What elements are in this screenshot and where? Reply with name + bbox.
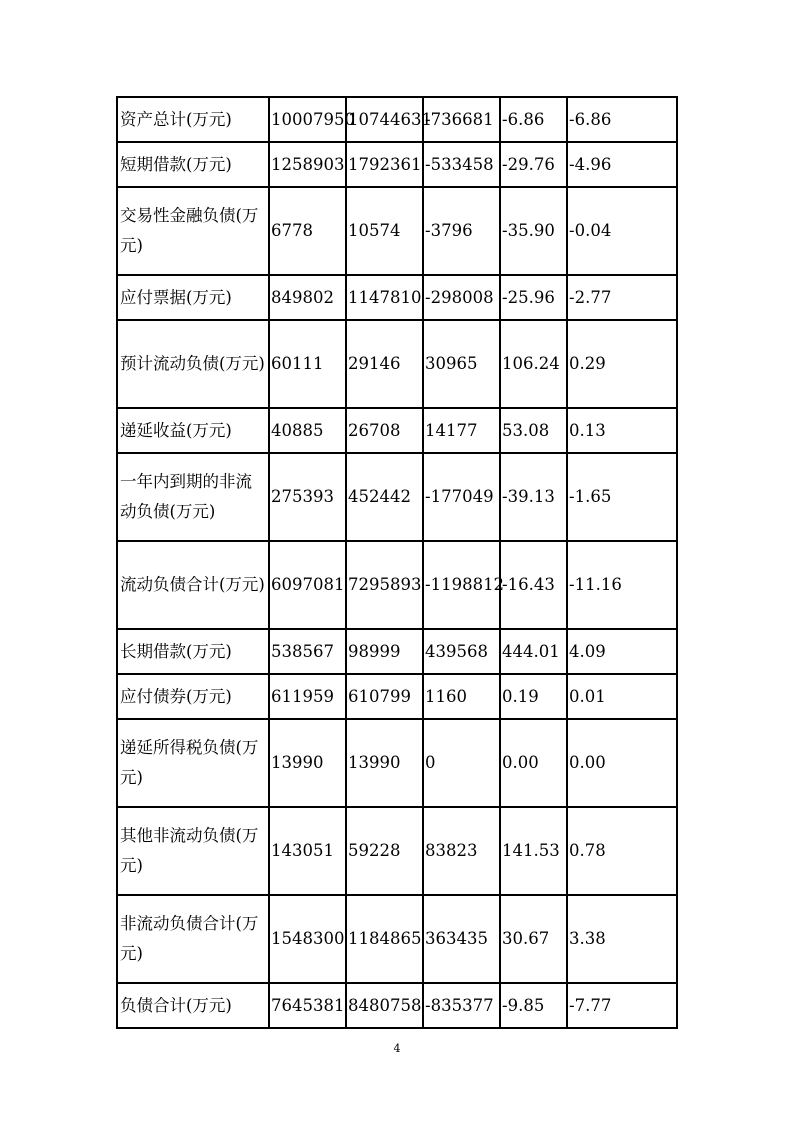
table-cell: 6097081: [269, 541, 346, 629]
table-row: [117, 187, 677, 275]
table-cell: -29.76: [500, 142, 567, 187]
table-cell: 538567: [269, 629, 346, 674]
row-label: 流动负债合计(万元): [117, 541, 269, 629]
table-cell: -11.16: [567, 541, 677, 629]
row-label: 负债合计(万元): [117, 983, 269, 1028]
table-cell: -35.90: [500, 187, 567, 275]
table-cell: 143051: [269, 807, 346, 895]
table-cell: -25.96: [500, 275, 567, 320]
table-cell: -0.04: [567, 187, 677, 275]
row-label: 短期借款(万元): [117, 142, 269, 187]
table-cell: 1258903: [269, 142, 346, 187]
table-cell: -6.86: [567, 97, 677, 142]
table-cell: 106.24: [500, 320, 567, 408]
table-cell: -177049: [423, 453, 500, 541]
table-cell: 1548300: [269, 895, 346, 983]
table-cell: 1160: [423, 674, 500, 719]
row-label: 资产总计(万元): [117, 97, 269, 142]
table-cell: -736681: [423, 97, 500, 142]
table-cell: -533458: [423, 142, 500, 187]
table-cell: -298008: [423, 275, 500, 320]
table-cell: 13990: [346, 719, 423, 807]
table-cell: 141.53: [500, 807, 567, 895]
table-cell: 13990: [269, 719, 346, 807]
row-label: 预计流动负债(万元): [117, 320, 269, 408]
table-cell: 29146: [346, 320, 423, 408]
table-cell: 83823: [423, 807, 500, 895]
table-cell: -3796: [423, 187, 500, 275]
table-cell: 6778: [269, 187, 346, 275]
table-row: [117, 97, 677, 142]
table-cell: 0.01: [567, 674, 677, 719]
row-label: 一年内到期的非流动负债(万元): [117, 453, 269, 541]
table-row: [117, 408, 677, 453]
table-row: [117, 807, 677, 895]
table-row: [117, 320, 677, 408]
table-cell: 1184865: [346, 895, 423, 983]
table-cell: 610799: [346, 674, 423, 719]
table-row: [117, 453, 677, 541]
table-cell: 53.08: [500, 408, 567, 453]
table-cell: 275393: [269, 453, 346, 541]
table-cell: 0.29: [567, 320, 677, 408]
table-cell: 14177: [423, 408, 500, 453]
table-cell: 30.67: [500, 895, 567, 983]
table-cell: 10007950: [269, 97, 346, 142]
table-cell: -1.65: [567, 453, 677, 541]
table-row: [117, 275, 677, 320]
row-label: 递延所得税负债(万元): [117, 719, 269, 807]
table-cell: -835377: [423, 983, 500, 1028]
table-cell: 7645381: [269, 983, 346, 1028]
table-row: [117, 629, 677, 674]
row-label: 应付债券(万元): [117, 674, 269, 719]
table-row: [117, 983, 677, 1028]
table-row: [117, 719, 677, 807]
table-cell: -9.85: [500, 983, 567, 1028]
table-row: [117, 674, 677, 719]
table-cell: 0.00: [567, 719, 677, 807]
table-cell: 849802: [269, 275, 346, 320]
table-cell: 0: [423, 719, 500, 807]
table-body: [117, 97, 677, 1028]
row-label: 长期借款(万元): [117, 629, 269, 674]
table-cell: 40885: [269, 408, 346, 453]
table-cell: 0.78: [567, 807, 677, 895]
row-label: 非流动负债合计(万元): [117, 895, 269, 983]
table-cell: 10574: [346, 187, 423, 275]
table-cell: 0.00: [500, 719, 567, 807]
table-cell: 444.01: [500, 629, 567, 674]
table-cell: 0.13: [567, 408, 677, 453]
table-cell: -7.77: [567, 983, 677, 1028]
table-cell: -2.77: [567, 275, 677, 320]
financial-table: [116, 96, 678, 1029]
row-label: 递延收益(万元): [117, 408, 269, 453]
table-cell: -6.86: [500, 97, 567, 142]
row-label: 交易性金融负债(万元): [117, 187, 269, 275]
table-cell: 4.09: [567, 629, 677, 674]
table-row: [117, 541, 677, 629]
table-cell: 8480758: [346, 983, 423, 1028]
row-label: 应付票据(万元): [117, 275, 269, 320]
table-cell: 439568: [423, 629, 500, 674]
table-cell: 26708: [346, 408, 423, 453]
table-cell: 98999: [346, 629, 423, 674]
table-cell: 363435: [423, 895, 500, 983]
table-cell: 452442: [346, 453, 423, 541]
row-label: 其他非流动负债(万元): [117, 807, 269, 895]
table-row: [117, 142, 677, 187]
table-cell: 1147810: [346, 275, 423, 320]
table-cell: 30965: [423, 320, 500, 408]
table-cell: 59228: [346, 807, 423, 895]
page-number: 4: [393, 1042, 401, 1055]
table-cell: -39.13: [500, 453, 567, 541]
table-cell: -1198812: [423, 541, 500, 629]
table-cell: 10744631: [346, 97, 423, 142]
table-cell: 3.38: [567, 895, 677, 983]
table-cell: -4.96: [567, 142, 677, 187]
table-cell: -16.43: [500, 541, 567, 629]
table-cell: 1792361: [346, 142, 423, 187]
table-cell: 7295893: [346, 541, 423, 629]
table-cell: 60111: [269, 320, 346, 408]
table-cell: 611959: [269, 674, 346, 719]
table-row: [117, 895, 677, 983]
table-cell: 0.19: [500, 674, 567, 719]
